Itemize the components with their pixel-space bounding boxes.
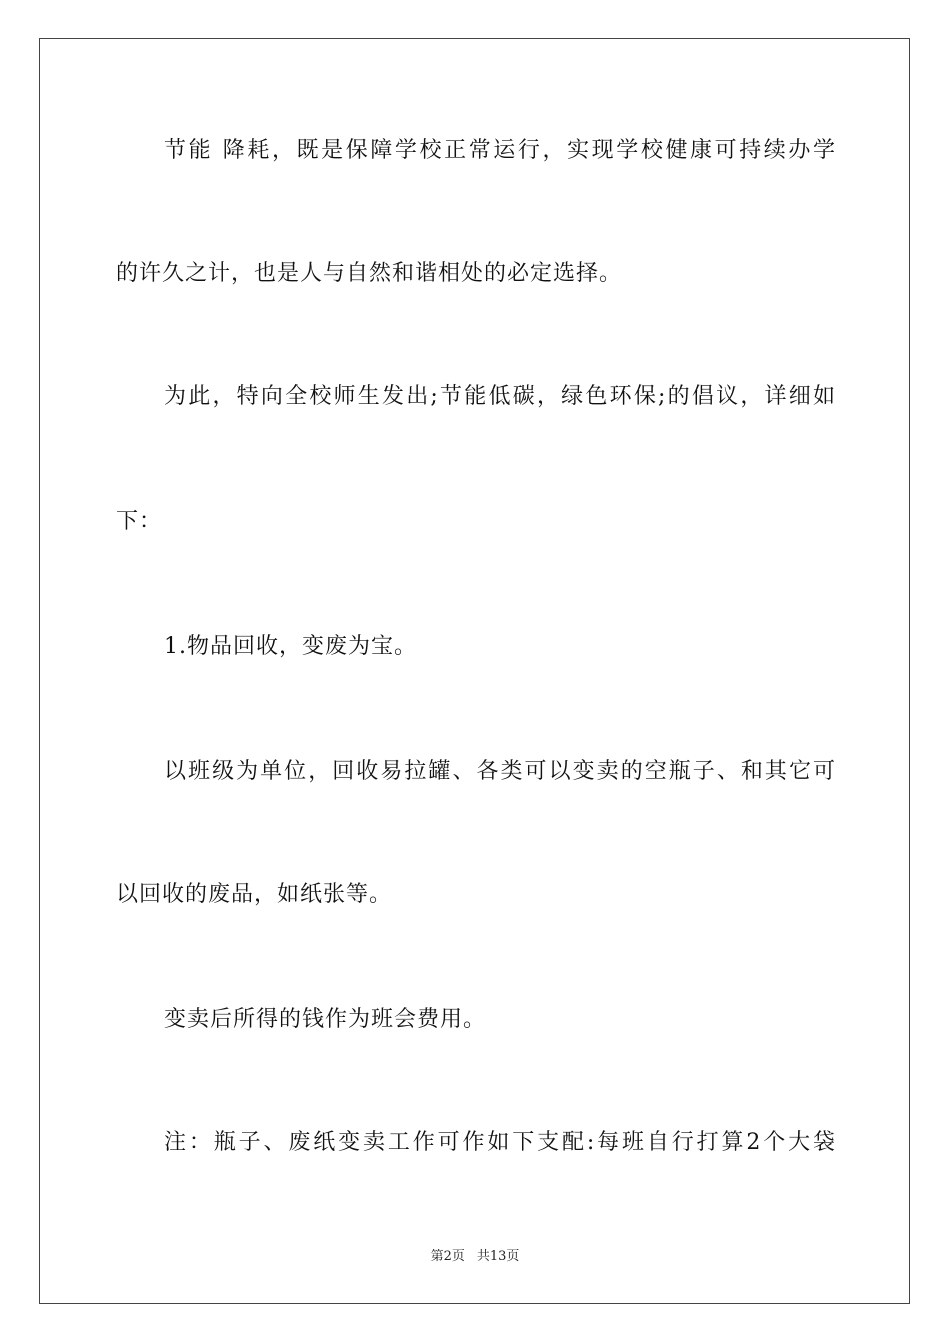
paragraph-1-line-2: 的许久之计，也是人与自然和谐相处的必定选择。 xyxy=(116,261,623,286)
list-item-heading: 1.物品回收，变废为宝。 xyxy=(164,634,417,659)
paragraph-3-line-1: 以班级为单位，回收易拉罐、各类可以变卖的空瓶子、和其它可 xyxy=(164,759,836,784)
paragraph-3-line-2: 以回收的废品，如纸张等。 xyxy=(116,882,393,907)
page-total: 共13页 xyxy=(476,1249,520,1264)
paragraph-5-line-1: 注：瓶子、废纸变卖工作可作如下支配:每班自行打算2个大袋 xyxy=(164,1130,836,1155)
paragraph-4: 变卖后所得的钱作为班会费用。 xyxy=(164,1007,487,1032)
paragraph-1-line-1: 节能 降耗，既是保障学校正常运行，实现学校健康可持续办学 xyxy=(164,138,836,163)
paragraph-2-line-2: 下： xyxy=(116,509,163,534)
page-frame xyxy=(39,38,910,1304)
paragraph-2-line-1: 为此，特向全校师生发出;节能低碳，绿色环保;的倡议，详细如 xyxy=(164,384,836,409)
page-footer xyxy=(0,1248,950,1266)
page-number: 第2页 xyxy=(430,1249,465,1264)
